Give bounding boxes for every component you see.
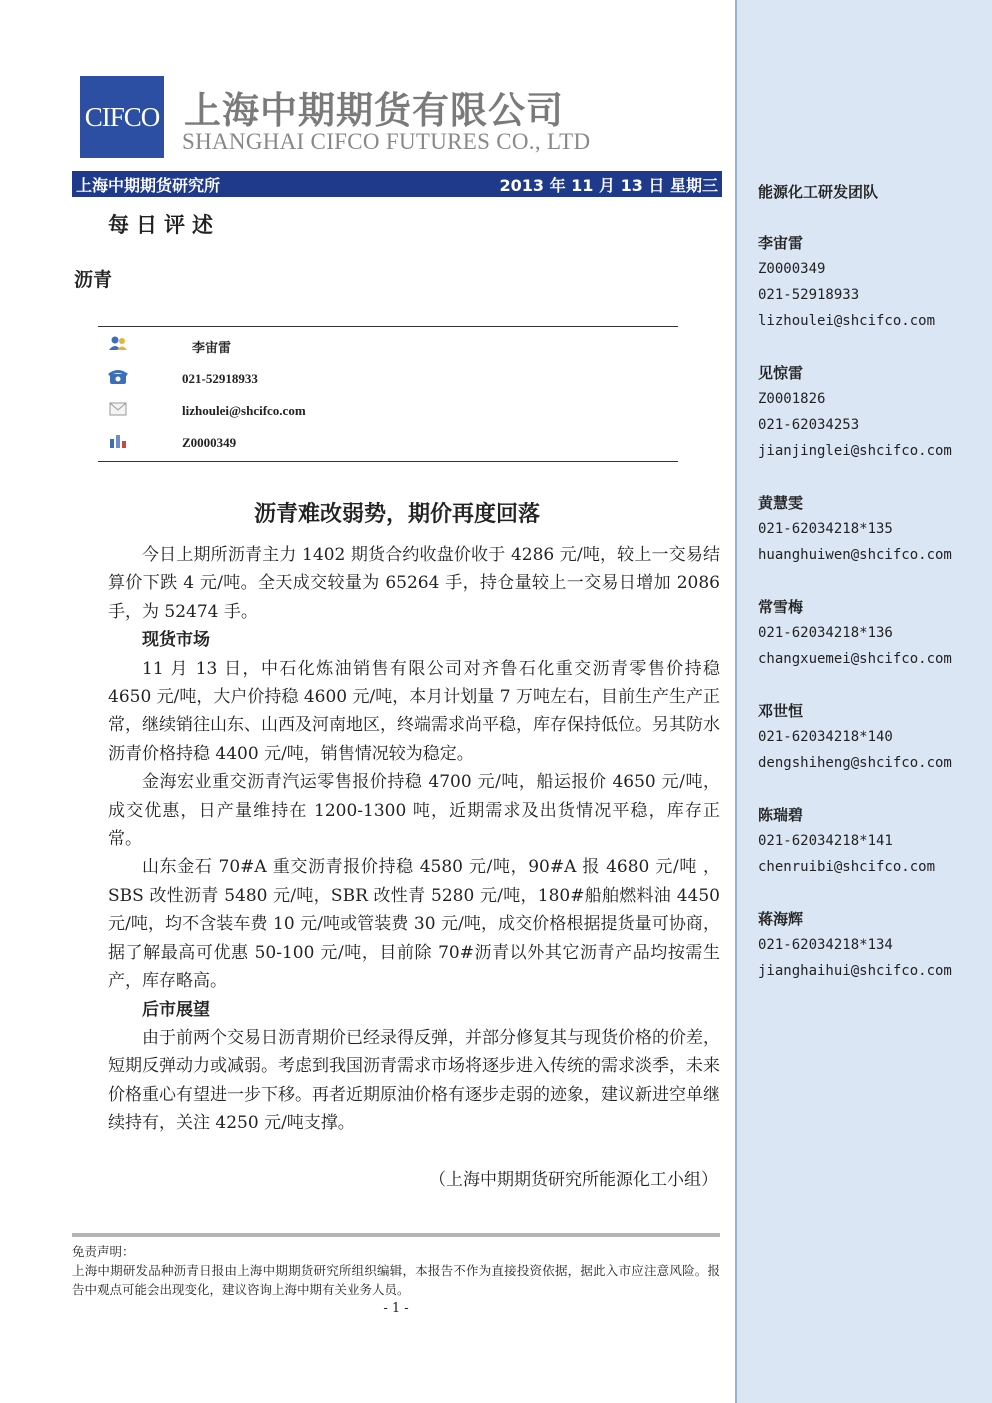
paragraph-outlook: 由于前两个交易日沥青期价已经录得反弹，并部分修复其与现货价格的价差，短期反弹动力或减弱。考虑到我国沥青需求市场将逐步进入传统的需求淡季，未来价格重心有望进一步下移。再者近期原油价格有逐步走弱的迹象，建议新进空单继续持有，关注 4250 元/吨支撑。 bbox=[108, 1027, 720, 1134]
disclaimer bbox=[72, 1242, 720, 1299]
member-email[interactable]: jianjinglei@shcifco.com bbox=[758, 443, 952, 459]
team-member bbox=[758, 360, 952, 464]
contact-row-license bbox=[98, 431, 678, 455]
member-phone: 021-62034218*141 bbox=[758, 833, 893, 849]
team-member bbox=[758, 230, 935, 334]
paragraph-jinshi: 山东金石 70#A 重交沥青报价持稳 4580 元/吨，90#A 报 4680 元/吨 ，SBS 改性沥青 5480 元/吨，SBR 改性青 5280 元/吨，180#船舶燃料油 4450 元/吨，均不含装车费 10 元/吨或管装费 30 元/吨，成交价格根据提货量可协商，据了解最高可优惠 50-100 元/吨，目前除 70#沥青以外其它沥青产品均按需生产，库存略高。 bbox=[108, 857, 720, 992]
member-name: 李宙雷 bbox=[758, 234, 804, 252]
member-name: 常雪梅 bbox=[758, 598, 804, 616]
analyst-phone: 021-52918933 bbox=[182, 371, 258, 386]
team-member bbox=[758, 490, 952, 568]
commodity-label: 沥青 bbox=[74, 269, 113, 291]
member-name: 蒋海辉 bbox=[758, 910, 804, 928]
member-email[interactable]: changxuemei@shcifco.com bbox=[758, 651, 952, 667]
analyst-license: Z0000349 bbox=[182, 435, 237, 450]
member-email[interactable]: jianghaihui@shcifco.com bbox=[758, 963, 952, 979]
member-name: 邓世恒 bbox=[758, 702, 804, 720]
phone-icon bbox=[108, 369, 128, 385]
member-name: 黄慧雯 bbox=[758, 494, 804, 512]
member-license: Z0000349 bbox=[758, 261, 826, 277]
contact-row-email bbox=[98, 399, 678, 423]
member-email[interactable]: lizhoulei@shcifco.com bbox=[758, 313, 936, 329]
paragraph-summary: 今日上期所沥青主力 1402 期货合约收盘价收于 4286 元/吨，较上一交易结算价下跌 4 元/吨。全天成交较量为 65264 手，持仓量较上一交易日增加 2086 手，为 52474 手。 bbox=[108, 545, 720, 622]
article-body bbox=[108, 541, 720, 1138]
team-member bbox=[758, 802, 935, 880]
analyst-contact-box bbox=[98, 326, 678, 462]
contact-row-phone bbox=[98, 367, 678, 391]
member-phone: 021-62034218*136 bbox=[758, 625, 893, 641]
certificate-icon bbox=[108, 433, 128, 449]
person-icon bbox=[108, 335, 128, 351]
member-phone: 021-62034218*140 bbox=[758, 729, 893, 745]
member-phone: 021-62034218*135 bbox=[758, 521, 893, 537]
footer-divider bbox=[72, 1233, 720, 1237]
disclaimer-text: 上海中期研发品种沥青日报由上海中期期货研究所组织编辑，本报告不作为直接投资依据，据此入市应注意风险。报告中观点可能会出现变化，建议咨询上海中期有关业务人员。 bbox=[72, 1263, 720, 1297]
analyst-name: 李宙雷 bbox=[192, 340, 232, 355]
member-name: 陈瑞碧 bbox=[758, 806, 804, 824]
header-bar bbox=[72, 171, 722, 197]
section-title: 每日评述 bbox=[108, 212, 220, 237]
member-name: 见惊雷 bbox=[758, 364, 804, 382]
team-member bbox=[758, 594, 952, 672]
member-phone: 021-62034253 bbox=[758, 417, 860, 433]
article-title: 沥青难改弱势，期价再度回落 bbox=[253, 501, 540, 527]
paragraph-jinhai: 金海宏业重交沥青汽运零售报价持稳 4700 元/吨，船运报价 4650 元/吨，成交优惠，日产量维持在 1200-1300 吨，近期需求及出货情况平稳，库存正常。 bbox=[108, 772, 720, 850]
contact-row-name bbox=[98, 333, 678, 357]
member-email[interactable]: huanghuiwen@shcifco.com bbox=[758, 547, 952, 563]
member-phone: 021-52918933 bbox=[758, 287, 860, 303]
member-email[interactable]: chenruibi@shcifco.com bbox=[758, 859, 936, 875]
analyst-email: lizhoulei@shcifco.com bbox=[182, 403, 306, 418]
heading-outlook: 后市展望 bbox=[142, 999, 210, 1020]
member-phone: 021-62034218*134 bbox=[758, 937, 893, 953]
logo-text: CIFCO bbox=[84, 101, 160, 132]
article-signature: （上海中期期货研究所能源化工小组） bbox=[429, 1170, 718, 1190]
member-license: Z0001826 bbox=[758, 391, 826, 407]
mail-icon bbox=[108, 401, 128, 417]
company-name-cn: 上海中期期货有限公司 bbox=[184, 89, 564, 132]
paragraph-sinopec: 11 月 13 日，中石化炼油销售有限公司对齐鲁石化重交沥青零售价持稳 4650 元/吨，大户价持稳 4600 元/吨，本月计划量 7 万吨左右，目前生产生产正常，继续销往山东、山西及河南地区，终端需求尚平稳，库存保持低位。另其防水沥青价格持稳 4400 元/吨，销售情况较为稳定。 bbox=[108, 658, 720, 764]
page-number: - 1 - bbox=[383, 1301, 409, 1316]
team-member bbox=[758, 698, 952, 776]
disclaimer-label: 免责声明： bbox=[72, 1244, 135, 1259]
institute-name: 上海中期期货研究所 bbox=[76, 175, 221, 195]
heading-spot-market: 现货市场 bbox=[142, 630, 210, 651]
company-logo bbox=[80, 76, 164, 158]
sidebar-title: 能源化工研发团队 bbox=[758, 183, 879, 201]
team-member bbox=[758, 906, 952, 984]
company-name-en: SHANGHAI CIFCO FUTURES CO., LTD bbox=[182, 129, 591, 154]
report-date: 2013 年 11 月 13 日 星期三 bbox=[499, 175, 718, 195]
member-email[interactable]: dengshiheng@shcifco.com bbox=[758, 755, 952, 771]
